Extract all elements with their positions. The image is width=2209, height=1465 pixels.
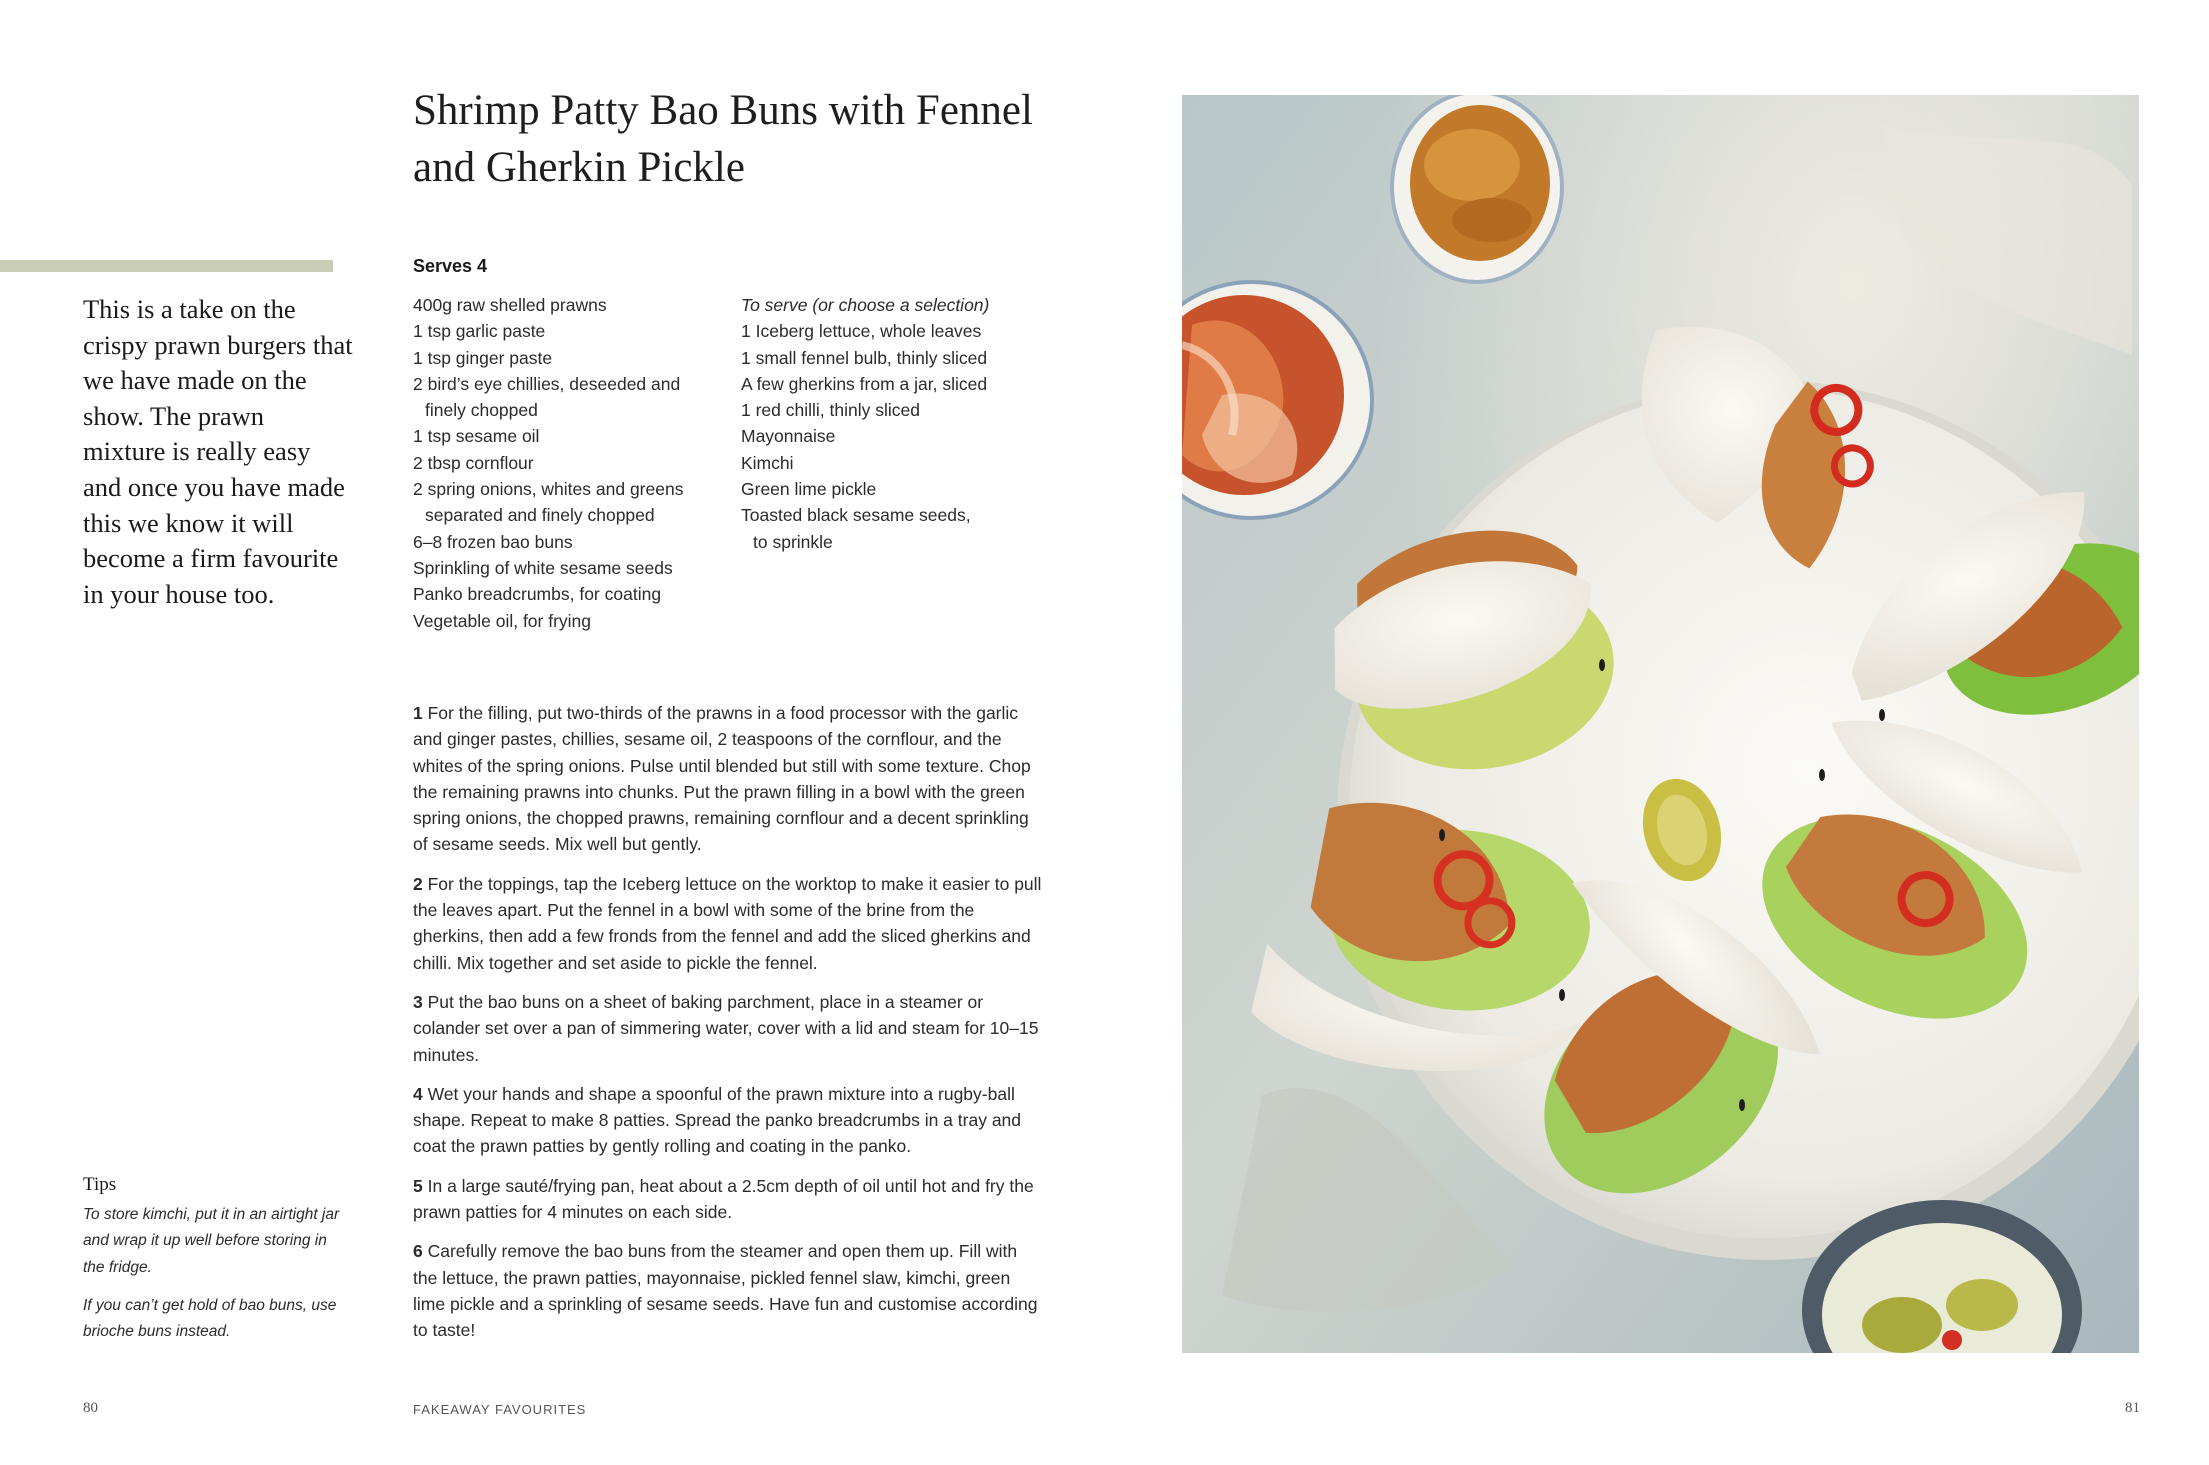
ingredient: 400g raw shelled prawns	[413, 295, 607, 315]
method-step: 6 Carefully remove the bao buns from the steamer and open them up. Fill with the lettuce, the prawn patties, mayonnaise, pickled fennel slaw, kimchi, green lime pickle and a sprinkling of sesame seeds. Have fun and customise according to taste!	[413, 1241, 1038, 1341]
title-line-1: Shrimp Patty Bao Buns with Fennel	[413, 87, 1033, 134]
ingredient: finely chopped	[425, 400, 538, 421]
recipe-title	[413, 82, 1093, 196]
ingredient: 1 small fennel bulb, thinly sliced	[741, 347, 988, 368]
sauce-bowl	[1392, 95, 1562, 282]
ingredient: Vegetable oil, for frying	[413, 610, 592, 631]
section-name: FAKEAWAY FAVOURITES	[413, 1402, 587, 1417]
recipe-photo	[1182, 95, 2139, 1353]
ingredient: 2 spring onions, whites and greens	[413, 479, 684, 500]
method-step: 5 In a large sauté/frying pan, heat about a 2.5cm depth of oil until hot and fry the prawn patties for 4 minutes on each side.	[413, 1175, 1034, 1223]
intro-text: This is a take on the crispy prawn burgers that we have made on the show. The prawn mixture is really easy and once you have made this we know it will become a firm favourite in your house too.	[83, 294, 353, 609]
method-steps	[413, 700, 1043, 1357]
ingredient: Kimchi	[741, 452, 794, 473]
method-step: 1 For the filling, put two-thirds of the prawns in a food processor with the garlic and ginger pastes, chillies, sesame oil, 2 teaspoons of the cornflour, and the whites of the spring onions. Pulse until blended but still with some texture. Chop the remaining prawns into chunks. Put the prawn filling in a bowl with the green spring onions, the chopped prawns, remaining cornflour and a decent sprinkling of sesame seeds. Mix well but gently.	[413, 703, 1031, 855]
ingredient: A few gherkins from a jar, sliced	[741, 373, 988, 394]
title-line-2: and Gherkin Pickle	[413, 144, 745, 191]
ingredient: 2 tbsp cornflour	[413, 452, 534, 473]
ingredient: separated and finely chopped	[425, 505, 655, 526]
ingredient: Green lime pickle	[741, 479, 877, 500]
ingredient: 2 bird’s eye chillies, deseeded and	[413, 373, 681, 394]
tip: To store kimchi, put it in an airtight jar and wrap it up well before storing in the fridge.	[83, 1206, 340, 1276]
tips-list	[83, 1202, 343, 1357]
ingredient: 1 Iceberg lettuce, whole leaves	[741, 321, 982, 342]
ingredient: Mayonnaise	[741, 426, 836, 447]
ingredient: to sprinkle	[753, 531, 833, 552]
ingredient: 6–8 frozen bao buns	[413, 531, 573, 552]
method-step: 3 Put the bao buns on a sheet of baking parchment, place in a steamer or colander set over a pan of simmering water, cover with a lid and steam for 10–15 minutes.	[413, 991, 1039, 1065]
page-number-right: 81	[2125, 1400, 2140, 1416]
ingredients-list-main	[413, 292, 713, 634]
serve-heading: To serve (or choose a selection)	[741, 295, 990, 315]
ingredient: 1 tsp ginger paste	[413, 347, 553, 368]
serves-label: Serves 4	[413, 256, 488, 276]
ingredient: 1 tsp garlic paste	[413, 321, 546, 342]
tips-heading: Tips	[83, 1174, 117, 1195]
ingredients-list-serve	[741, 292, 1041, 555]
ingredient: 1 red chilli, thinly sliced	[741, 400, 920, 421]
ingredient: Panko breadcrumbs, for coating	[413, 584, 662, 605]
tip: If you can’t get hold of bao buns, use brioche buns instead.	[83, 1296, 337, 1341]
accent-rule	[0, 260, 333, 272]
method-step: 4 Wet your hands and shape a spoonful of the prawn mixture into a rugby-ball shape. Repeat to make 8 patties. Spread the panko breadcrumbs in a tray and coat the prawn patties by gently rolling and coating in the panko.	[413, 1083, 1022, 1157]
method-step: 2 For the toppings, tap the Iceberg lettuce on the worktop to make it easier to pull the leaves apart. Put the fennel in a bowl with some of the brine from the gherkins, then add a few fronds from the fennel and add the sliced gherkins and chilli. Mix together and set aside to pickle the fennel.	[413, 873, 1042, 973]
ingredient: Toasted black sesame seeds,	[741, 505, 971, 526]
ingredient: Sprinkling of white sesame seeds	[413, 557, 673, 578]
page-number-left: 80	[83, 1400, 98, 1416]
ingredient: 1 tsp sesame oil	[413, 426, 540, 447]
